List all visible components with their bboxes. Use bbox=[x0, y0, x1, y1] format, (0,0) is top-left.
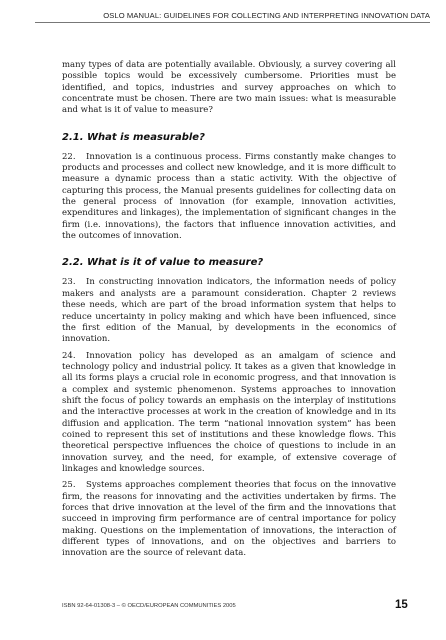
page-number: 15 bbox=[395, 599, 408, 611]
paragraph-number: 23. bbox=[62, 277, 76, 288]
footer-isbn: ISBN 92-64-01308-3 – © OECD/EUROPEAN COMMUNITIES 2005 bbox=[62, 603, 236, 609]
intro-paragraph: many types of data are potentially available. Obviously, a survey covering all possible topics would be excessively cumbersome. Priorities must be identified, and topics, industries and survey approaches on which to concentrate must be chosen. There are two main issues: what is measurable and what is it of value to measure? bbox=[62, 60, 396, 116]
running-header bbox=[0, 11, 430, 25]
header-rule bbox=[35, 22, 430, 23]
paragraph-22 bbox=[62, 152, 396, 243]
section-heading-2-2: 2.2. What is it of value to measure? bbox=[62, 257, 264, 269]
paragraph-text: Innovation policy has developed as an amalgam of science and technology policy and industrial policy. It takes as a given that knowledge in all its forms plays a crucial role in economic progress, and that innovation is a complex and systemic phenomenon. Systems approaches to innovation shift the focus of policy towards an emphasis on the interplay of institutions and the interactive processes at work in the creation of knowledge and in its diffusion and application. The term “national innovation system” has been coined to represent this set of institutions and these knowledge flows. This theoretical perspective influences the choice of questions to include in an innovation survey, and the need, for example, of extensive coverage of linkages and knowledge sources. bbox=[62, 350, 396, 474]
paragraph-23 bbox=[62, 277, 396, 345]
paragraph-number: 24. bbox=[62, 350, 76, 361]
paragraph-25 bbox=[62, 480, 396, 559]
paragraph-number: 22. bbox=[62, 151, 76, 162]
paragraph-text: Systems approaches complement theories that focus on the innovative firm, the reasons for innovating and the activities undertaken by firms. The forces that drive innovation at the level of the firm and the innovations that succeed in improving firm performance are of central importance for policy making. Questions on the implementation of innovations, the interaction of different types of innovations, and on the objectives and barriers to innovation are the source of relevant data. bbox=[62, 480, 396, 559]
paragraph-text: Innovation is a continuous process. Firms constantly make changes to products and processes and collect new knowledge, and it is more difficult to measure a dynamic process than a static activity. With the objective of capturing this process, the Manual presents guidelines for collecting data on the general process of innovation (for example, innovation activities, expenditures and linkages), the implementation of significant changes in the firm (i.e. innovations), the factors that influence innovation activities, and the outcomes of innovation. bbox=[62, 151, 396, 242]
paragraph-24 bbox=[62, 351, 396, 476]
section-heading-2-1: 2.1. What is measurable? bbox=[62, 131, 205, 143]
paragraph-text: In constructing innovation indicators, the information needs of policy makers and analysts are a paramount consideration. Chapter 2 reviews these needs, which are part of the broad information system that helps to reduce uncertainty in policy making and which have been influenced, since the first edition of the Manual, by developments in the economics of innovation. bbox=[62, 277, 396, 345]
page-body bbox=[62, 60, 396, 565]
running-title: OSLO MANUAL: GUIDELINES FOR COLLECTING AND INTERPRETING INNOVATION DATA bbox=[103, 11, 430, 20]
paragraph-number: 25. bbox=[62, 480, 76, 491]
